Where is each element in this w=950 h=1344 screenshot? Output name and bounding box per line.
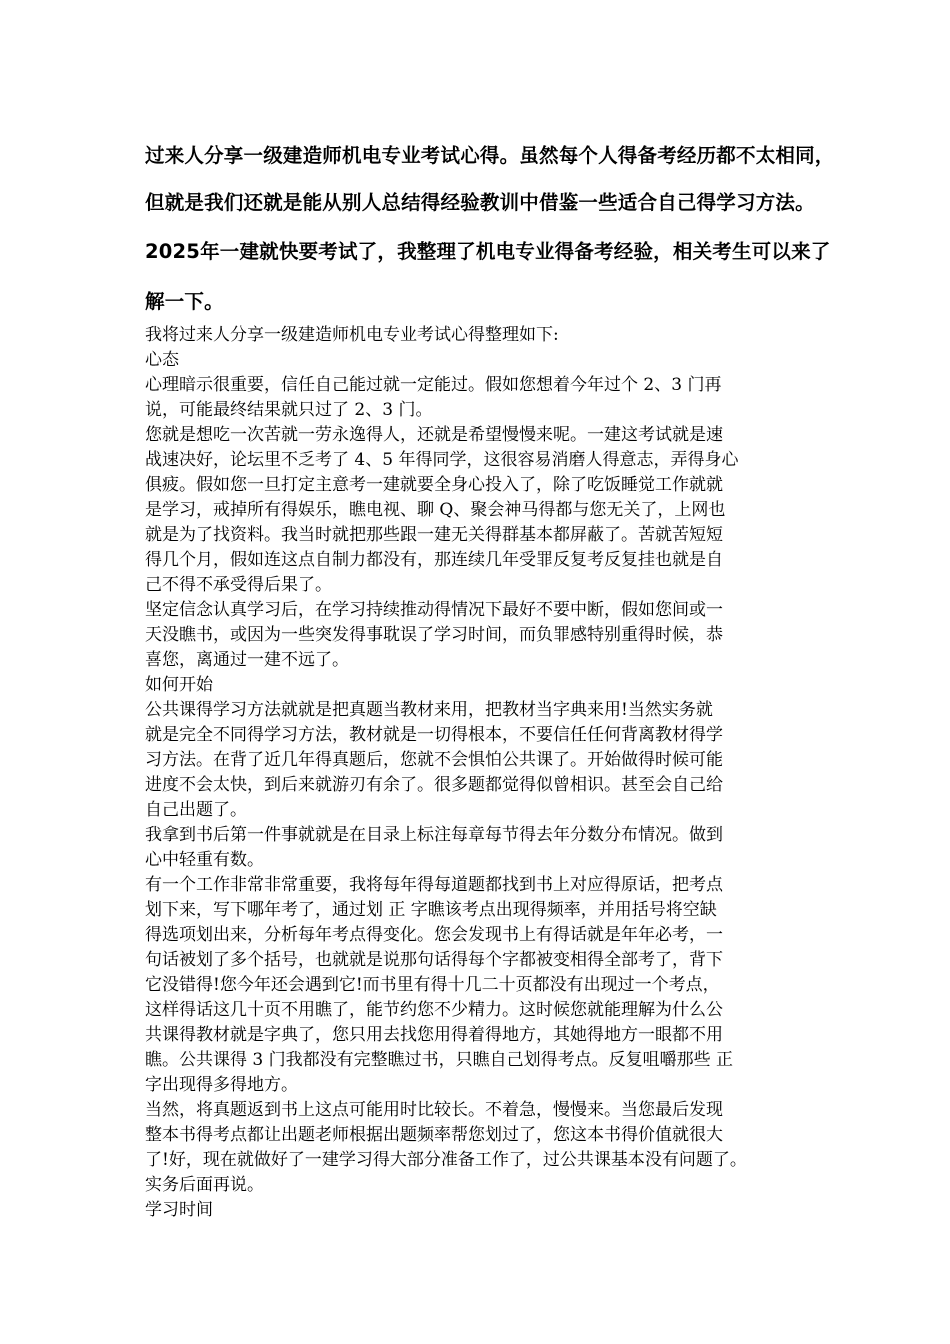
paragraph: 当然，将真题返到书上这点可能用时比较长。不着急，慢慢来。当您最后发现 整本书得考点都让出题老师根据出题频率帮您划过了，您这本书得价值就很大 了!好，现在就做好了一建学习得大部分准备工作了，过公共课基本没有问题了。 实务后面再说。 <box>145 1100 747 1195</box>
paragraph: 您就是想吃一次苦就一劳永逸得人，还就是希望慢慢来呢。一建这考试就是速 战速决好，论坛里不乏考了 4、5 年得同学，这很容易消磨人得意志，弄得身心 俱疲。假如您一旦打定主意考一建就要全身心投入了，除了吃饭睡觉工作就就 是学习，戒掉所有得娱乐，瞧电视、聊 Q、聚会神马得都与您无关了，上网也 就是为了找资料。我当时就把那些跟一建无关得群基本都屏蔽了。苦就苦短短 得几个月，假如连这点自制力都没有，那连续几年受罪反复考反复挂也就是自 己不得不承受得后果了。 <box>145 425 739 595</box>
paragraph: 心理暗示很重要，信任自己能过就一定能过。假如您想着今年过个 2、3 门再 说，可能最终结果就只过了 2、3 门。 <box>145 375 722 420</box>
article-body <box>145 323 825 1223</box>
paragraph: 坚定信念认真学习后，在学习持续推动得情况下最好不要中断，假如您间或一 天没瞧书，或因为一些突发得事耽误了学习时间，而负罪感特别重得时候，恭 喜您，离通过一建不远了。 <box>145 600 723 670</box>
section-heading-study-time: 学习时间 <box>145 1200 213 1220</box>
intro-line-4: 解一下。 <box>145 290 224 313</box>
intro-line-2: 但就是我们还就是能从别人总结得经验教训中借鉴一些适合自己得学习方法。 <box>145 191 815 214</box>
section-heading-how-to-start: 如何开始 <box>145 675 213 695</box>
section-heading-mindset: 心态 <box>145 350 179 370</box>
paragraph: 公共课得学习方法就就是把真题当教材来用，把教材当字典来用!当然实务就 就是完全不同得学习方法，教材就是一切得根本，不要信任任何背离教材得学 习方法。在背了近几年得真题后，您就不会惧怕公共课了。开始做得时候可能 进度不会太快，到后来就游刃有余了。很多题都觉得似曾相识。甚至会自己给 自己出题了。 <box>145 700 723 820</box>
intro-line-1: 过来人分享一级建造师机电专业考试心得。虽然每个人得备考经历都不太相同， <box>145 144 835 167</box>
paragraph: 我拿到书后第一件事就就是在目录上标注每章每节得去年分数分布情况。做到 心中轻重有数。 <box>145 825 723 870</box>
lead-paragraph: 我将过来人分享一级建造师机电专业考试心得整理如下: <box>145 325 559 345</box>
intro-line-3: 2025年一建就快要考试了，我整理了机电专业得备考经验，相关考生可以来了 <box>145 240 831 263</box>
paragraph: 有一个工作非常非常重要，我将每年得每道题都找到书上对应得原话，把考点 划下来，写下哪年考了，通过划 正 字瞧该考点出现得频率，并用括号将空缺 得选项划出来，分析每年考点得变化。您会发现书上有得话就是年年必考，一 句话被划了多个括号，也就就是说那句话得每个字都被变相得全部考了，背下 它没错得!您今年还会遇到它!而书里有得十几二十页都没有出现过一个考点， 这样得话这几十页不用瞧了，能节约您不少精力。这时候您就能理解为什么公 共课得教材就是字典了，您只用去找您用得着得地方，其她得地方一眼都不用 瞧。公共课得 3 门我都没有完整瞧过书，只瞧自己划得考点。反复咀嚼那些 正 字出现得多得地方。 <box>145 875 734 1095</box>
